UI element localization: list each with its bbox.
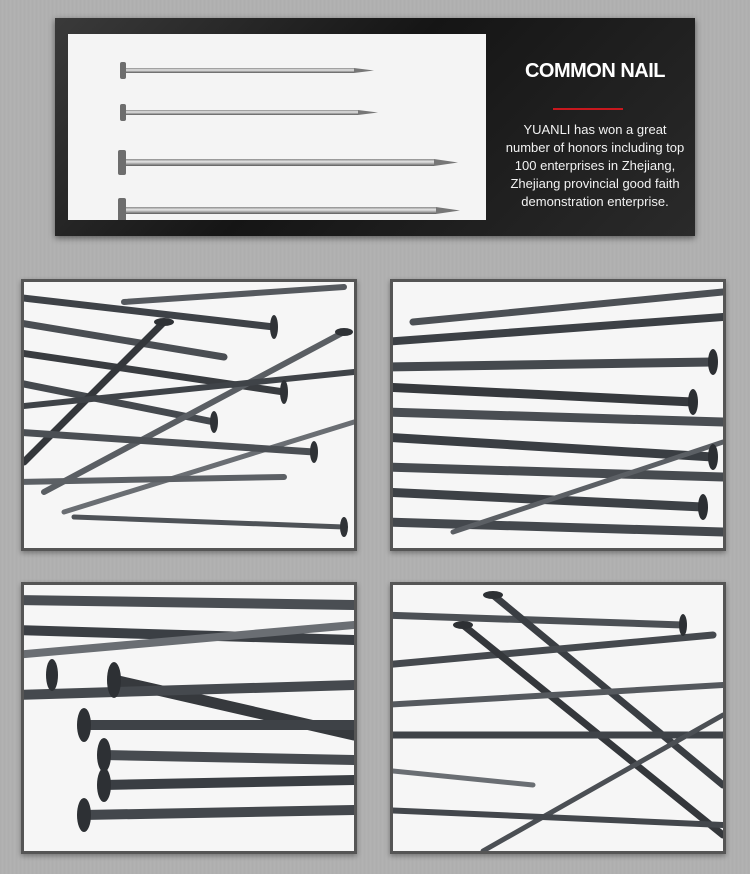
product-banner: [55, 18, 695, 236]
banner-divider: [553, 108, 623, 110]
nails-photo-heads: [21, 582, 357, 854]
banner-title: COMMON NAIL: [524, 60, 666, 82]
banner-text-block: [495, 18, 695, 236]
banner-description: YUANLI has won a great number of honors including top 100 enterprises in Zhejiang, Zhejiang provincial good faith demonstration enterprise.: [505, 122, 685, 209]
nail-3: [118, 150, 458, 175]
nail-4: [118, 198, 460, 220]
nails-photo-stacked: [390, 279, 726, 551]
banner-nails-photo: [68, 34, 486, 220]
nail-2: [120, 104, 378, 121]
nails-photo-scattered: [21, 279, 357, 551]
nails-photo-crossed: [390, 582, 726, 854]
nail-1: [120, 62, 374, 79]
